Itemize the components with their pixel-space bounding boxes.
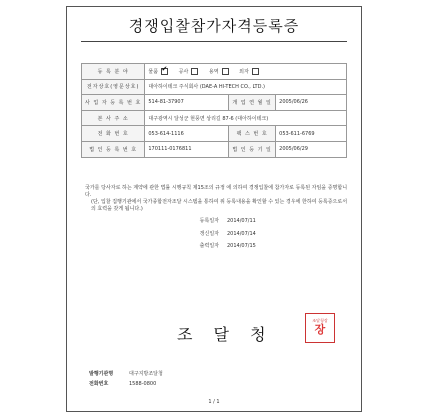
table-row [82, 126, 347, 142]
date-row-renewed: 갱신일자 2014/07/14 [199, 230, 256, 237]
establish-date-label: 개 업 연 월 일 [229, 95, 276, 111]
certification-statement: 국가를 당사자로 하는 계약에 관한 법률 시행규칙 제15조의 규정 에 의하여 경쟁입찰에 참가자로 등록된 자임을 증명합니다. [85, 185, 348, 198]
date-row-registered: 등록일자 2014/07/11 [199, 218, 256, 224]
document-title: 경쟁입찰참가자격등록증 [128, 17, 300, 35]
validity-note: (단, 입찰 집행기관에서 국가종합전자조달 시스템을 통하여 위 등록내용을 확인할 수 있는 경우에 한하여 등록증으로서의 효력을 갖게 됩니다.) [91, 199, 348, 212]
option-goods: 물품✔ [148, 69, 168, 75]
fax-label: 팩 스 번 호 [229, 126, 276, 142]
table-row [82, 79, 347, 95]
issuing-agency-info [89, 369, 163, 389]
business-no-value: 514-81-37907 [145, 95, 229, 111]
tel-row: 전화번호 1588-0800 [89, 381, 157, 387]
checkbox-icon [252, 68, 259, 75]
registration-type-options [145, 64, 347, 80]
checkbox-checked-icon [161, 68, 168, 75]
corp-date-label: 법 인 등 기 일 [229, 141, 276, 157]
issuer-name: 조 달 청 [177, 325, 274, 344]
corp-no-label: 법 인 등 록 번 호 [82, 141, 145, 157]
table-row [82, 141, 347, 157]
checkbox-icon [222, 68, 229, 75]
checkbox-icon [191, 68, 198, 75]
address-value: 대구광역시 달성군 현풍면 상리길 87-6 (대아하이테크) [145, 110, 347, 126]
official-seal-stamp: 조달청장 장 [305, 313, 335, 343]
business-no-label: 사 업 자 등 록 번 호 [82, 95, 145, 111]
date-row-printed: 출력일자 2014/07/15 [199, 243, 256, 249]
table-row [82, 95, 347, 111]
table-row [82, 64, 347, 80]
option-service: 용역 [209, 69, 229, 75]
address-label: 본 사 주 소 [82, 110, 145, 126]
title-divider [81, 41, 347, 42]
company-name-value: 대아하이테크 주식회사 (DAE-A HI-TECH CO., LTD.) [145, 79, 347, 95]
corp-date-value: 2005/06/29 [276, 141, 347, 157]
registration-type-label: 등 록 분 야 [82, 64, 145, 80]
establish-date-value: 2005/06/26 [276, 95, 347, 111]
page-indicator: 1 / 1 [208, 399, 220, 405]
registration-table [81, 63, 347, 158]
phone-value: 053-614-1116 [145, 126, 229, 142]
date-list [175, 215, 256, 253]
table-row [82, 110, 347, 126]
company-name-label: 전자상호(영문상호) [82, 79, 145, 95]
corp-no-value: 170111-0176811 [145, 141, 229, 157]
agency-row: 발행기관명 대구지방조달청 [89, 371, 163, 377]
option-foreign: 외자 [239, 69, 259, 75]
option-construction: 공사 [179, 69, 199, 75]
fax-value: 053-611-6769 [276, 126, 347, 142]
certificate-page [66, 6, 362, 412]
phone-label: 전 화 번 호 [82, 126, 145, 142]
